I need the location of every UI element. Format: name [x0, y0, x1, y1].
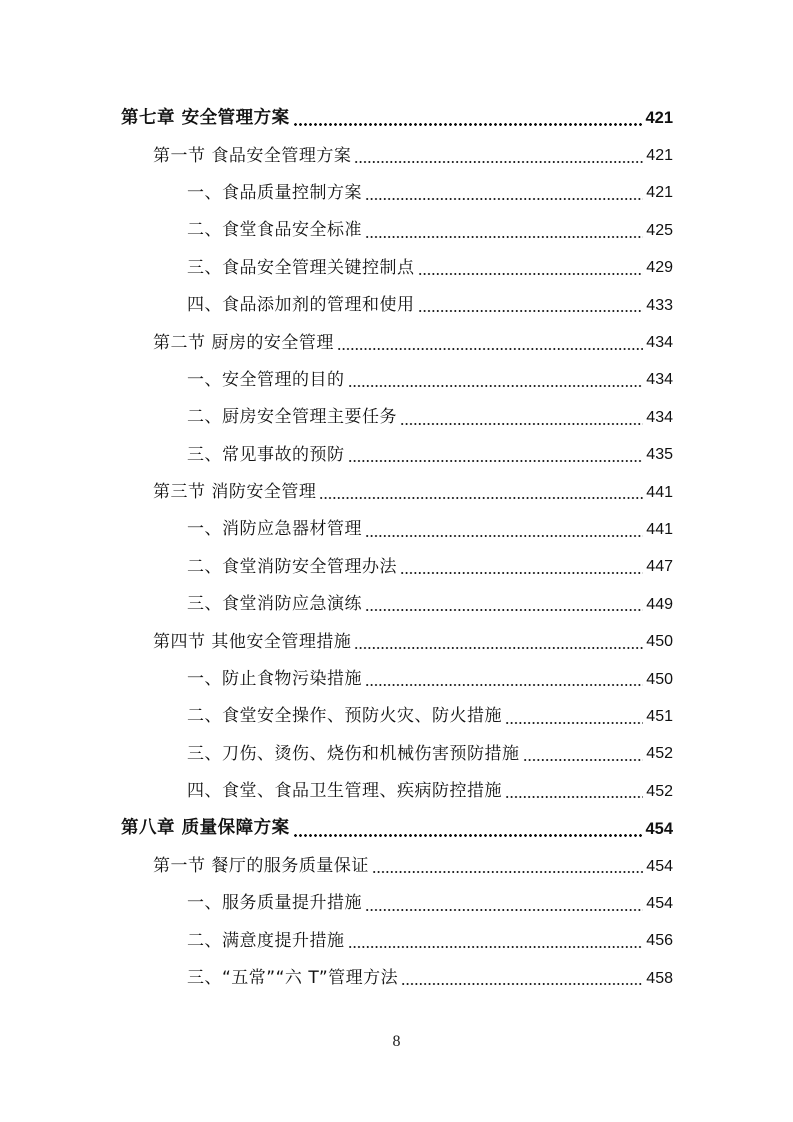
- toc-entry-title: 二、食堂安全操作、预防火灾、防火措施: [187, 706, 502, 727]
- toc-entry-title: 三、常见事故的预防: [187, 444, 345, 465]
- toc-dot-leader: [293, 123, 643, 126]
- toc-dot-leader: [505, 722, 643, 724]
- toc-entry-title: 第八章 质量保障方案: [121, 818, 290, 839]
- toc-subsection-entry[interactable]: [121, 511, 673, 548]
- toc-entry-page-number: 421: [645, 109, 673, 128]
- toc-entry-title: 二、食堂消防安全管理办法: [187, 556, 397, 577]
- toc-entry-title: 三、食堂消防应急演练: [187, 594, 362, 615]
- toc-entry-page-number: 458: [646, 969, 673, 987]
- toc-chapter-entry[interactable]: [121, 100, 673, 137]
- page-number: 8: [392, 1033, 401, 1050]
- toc-entry-title: 三、食品安全管理关键控制点: [187, 257, 415, 278]
- toc-entry-page-number: 433: [646, 296, 673, 314]
- toc-entry-page-number: 450: [646, 670, 673, 688]
- toc-subsection-entry[interactable]: [121, 287, 673, 324]
- toc-subsection-entry[interactable]: [121, 437, 673, 474]
- toc-entry-title: 一、食品质量控制方案: [187, 182, 362, 203]
- toc-dot-leader: [418, 310, 644, 312]
- toc-entry-page-number: 441: [646, 483, 673, 501]
- toc-entry-page-number: 449: [646, 595, 673, 613]
- toc-entry-page-number: 425: [646, 221, 673, 239]
- toc-section-entry[interactable]: [121, 623, 673, 660]
- toc-subsection-entry[interactable]: [121, 250, 673, 287]
- toc-section-entry[interactable]: [121, 474, 673, 511]
- toc-entry-page-number: 421: [646, 184, 673, 202]
- toc-dot-leader: [365, 535, 643, 537]
- toc-entry-title: 第一节 餐厅的服务质量保证: [153, 856, 369, 876]
- toc-dot-leader: [348, 460, 644, 462]
- toc-entry-page-number: 450: [646, 633, 673, 651]
- toc-entry-title: 四、食品添加剂的管理和使用: [187, 295, 415, 316]
- toc-entry-page-number: 434: [646, 371, 673, 389]
- toc-entry-title: 一、防止食物污染措施: [187, 669, 362, 690]
- toc-section-entry[interactable]: [121, 324, 673, 361]
- toc-entry-title: 第七章 安全管理方案: [121, 107, 290, 128]
- toc-dot-leader: [337, 348, 643, 350]
- toc-dot-leader: [365, 909, 643, 911]
- toc-entry-page-number: 435: [646, 446, 673, 464]
- toc-dot-leader: [505, 796, 643, 798]
- toc-entry-page-number: 452: [646, 782, 673, 800]
- toc-entry-title: 三、刀伤、烫伤、烧伤和机械伤害预防措施: [187, 743, 520, 764]
- toc-subsection-entry[interactable]: [121, 175, 673, 212]
- toc-dot-leader: [354, 647, 643, 649]
- toc-subsection-entry[interactable]: [121, 773, 673, 810]
- toc-subsection-entry[interactable]: [121, 212, 673, 249]
- toc-subsection-entry[interactable]: [121, 885, 673, 922]
- toc-dot-leader: [365, 198, 643, 200]
- toc-entry-page-number: 441: [646, 520, 673, 538]
- toc-dot-leader: [365, 236, 643, 238]
- toc-entry-page-number: 434: [646, 334, 673, 352]
- toc-entry-title: 第二节 厨房的安全管理: [153, 332, 334, 353]
- toc-entry-page-number: 434: [646, 408, 673, 426]
- toc-dot-leader: [372, 871, 643, 873]
- toc-entry-title: 第三节 消防安全管理: [153, 482, 317, 503]
- toc-entry-title: 三、“五常”“六 T”管理方法: [187, 968, 399, 989]
- toc-dot-leader: [401, 983, 643, 985]
- toc-dot-leader: [365, 609, 643, 611]
- toc-entry-title: 第一节 食品安全管理方案: [153, 145, 352, 166]
- toc-dot-leader: [293, 834, 643, 837]
- toc-entry-title: 四、食堂、食品卫生管理、疾病防控措施: [187, 781, 502, 802]
- toc-entry-title: 二、厨房安全管理主要任务: [187, 407, 397, 428]
- toc-subsection-entry[interactable]: [121, 399, 673, 436]
- toc-chapter-entry[interactable]: [121, 810, 673, 847]
- toc-dot-leader: [400, 423, 643, 425]
- toc-entry-title: 一、服务质量提升措施: [187, 893, 362, 914]
- toc-section-entry[interactable]: [121, 137, 673, 174]
- toc-dot-leader: [400, 572, 643, 574]
- toc-subsection-entry[interactable]: [121, 736, 673, 773]
- table-of-contents: [121, 100, 673, 997]
- toc-entry-page-number: 454: [645, 819, 673, 838]
- toc-entry-page-number: 429: [646, 259, 673, 277]
- toc-dot-leader: [523, 759, 644, 761]
- toc-dot-leader: [348, 385, 644, 387]
- toc-entry-page-number: 454: [646, 894, 673, 912]
- toc-subsection-entry[interactable]: [121, 549, 673, 586]
- toc-subsection-entry[interactable]: [121, 960, 673, 997]
- toc-entry-page-number: 451: [646, 707, 673, 725]
- toc-dot-leader: [319, 497, 643, 499]
- toc-dot-leader: [354, 161, 643, 163]
- toc-subsection-entry[interactable]: [121, 362, 673, 399]
- toc-section-entry[interactable]: [121, 848, 673, 885]
- toc-entry-page-number: 421: [646, 147, 673, 165]
- toc-entry-title: 第四节 其他安全管理措施: [153, 631, 352, 652]
- toc-subsection-entry[interactable]: [121, 698, 673, 735]
- toc-entry-title: 二、满意度提升措施: [187, 930, 345, 951]
- toc-subsection-entry[interactable]: [121, 661, 673, 698]
- toc-subsection-entry[interactable]: [121, 923, 673, 960]
- toc-entry-title: 一、消防应急器材管理: [187, 519, 362, 540]
- toc-subsection-entry[interactable]: [121, 586, 673, 623]
- toc-entry-page-number: 452: [646, 745, 673, 763]
- toc-entry-page-number: 456: [646, 932, 673, 950]
- toc-dot-leader: [348, 946, 644, 948]
- toc-entry-page-number: 454: [646, 857, 673, 875]
- toc-entry-title: 二、食堂食品安全标准: [187, 220, 362, 241]
- toc-entry-page-number: 447: [646, 558, 673, 576]
- toc-dot-leader: [418, 273, 644, 275]
- toc-entry-title: 一、安全管理的目的: [187, 369, 345, 390]
- toc-dot-leader: [365, 684, 643, 686]
